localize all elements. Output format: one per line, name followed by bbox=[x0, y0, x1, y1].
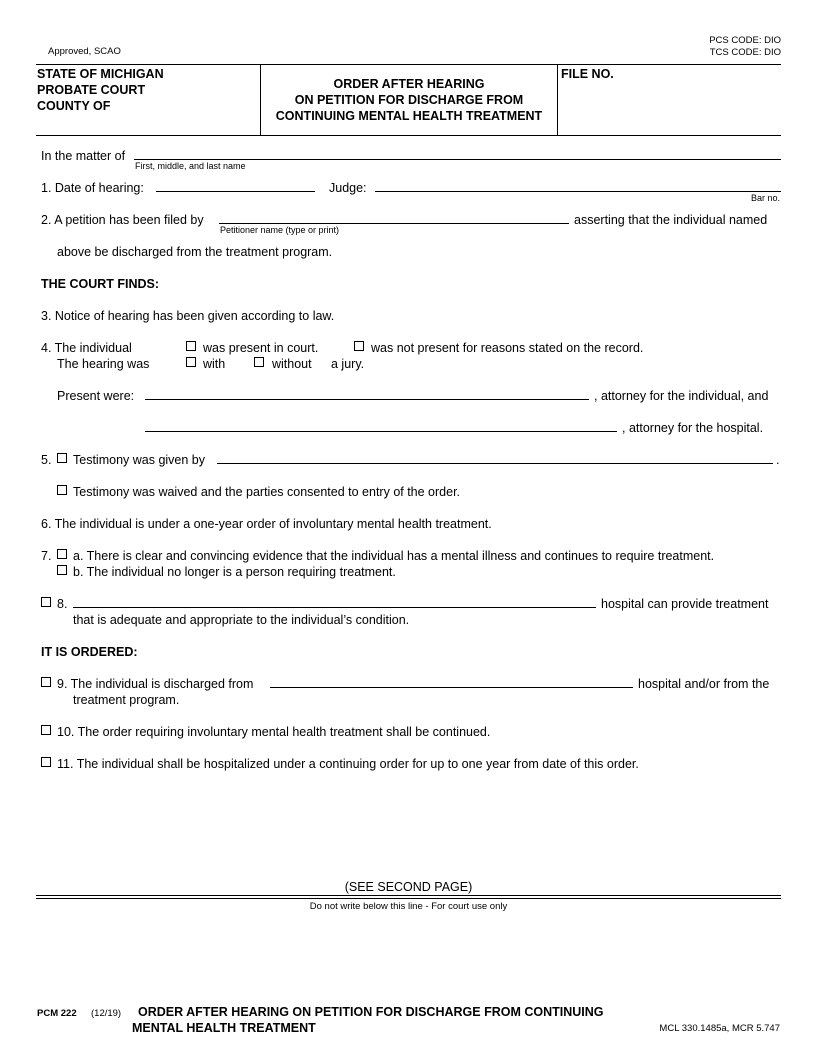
item7b-text: b. The individual no longer is a person requiring treatment. bbox=[73, 565, 396, 579]
petition-line2: above be discharged from the treatment program. bbox=[57, 245, 333, 259]
not-present-label: was not present for reasons stated on the record. bbox=[371, 341, 644, 355]
item8-number: 8. bbox=[57, 597, 68, 611]
present-were-label: Present were: bbox=[57, 389, 135, 403]
bar-no-caption: Bar no. bbox=[750, 193, 780, 203]
form-title-line3: CONTINUING MENTAL HEALTH TREATMENT bbox=[275, 109, 543, 123]
form-title-line1: ORDER AFTER HEARING bbox=[333, 77, 485, 91]
attorney-hospital-field[interactable] bbox=[145, 431, 617, 432]
county-label: COUNTY OF bbox=[37, 99, 111, 113]
header-divider-right bbox=[557, 64, 558, 135]
petition-label: 2. A petition has been filed by bbox=[41, 213, 204, 227]
header-bottom-rule bbox=[36, 135, 781, 136]
approval-note: Approved, SCAO bbox=[48, 46, 121, 57]
item8-suffix: hospital can provide treatment bbox=[601, 597, 769, 611]
item9-label: 9. The individual is discharged from bbox=[57, 677, 254, 691]
court-label: PROBATE COURT bbox=[37, 83, 146, 97]
testimony-period: . bbox=[776, 453, 780, 467]
present-in-court-label: was present in court. bbox=[203, 341, 319, 355]
item11-text: 11. The individual shall be hospitalized under a continuing order for up to one year from date of this order. bbox=[57, 757, 639, 771]
form-revision: (12/19) bbox=[91, 1008, 122, 1019]
item9-hospital-field[interactable] bbox=[270, 687, 633, 688]
footer-rule-bottom bbox=[36, 898, 781, 899]
court-use-note: Do not write below this line - For court use only bbox=[309, 901, 508, 912]
it-is-ordered-heading: IT IS ORDERED: bbox=[41, 645, 138, 659]
item11-checkbox[interactable] bbox=[41, 757, 51, 767]
present-in-court-checkbox[interactable] bbox=[186, 341, 196, 351]
item8-hospital-field[interactable] bbox=[73, 607, 596, 608]
petitioner-name-field[interactable] bbox=[219, 223, 569, 224]
court-finds-heading: THE COURT FINDS: bbox=[41, 277, 160, 291]
without-jury-checkbox[interactable] bbox=[254, 357, 264, 367]
item6-text: 6. The individual is under a one-year order of involuntary mental health treatment. bbox=[41, 517, 492, 531]
hearing-was-label: The hearing was bbox=[57, 357, 150, 371]
item9-checkbox[interactable] bbox=[41, 677, 51, 687]
testimony-waived-label: Testimony was waived and the parties consented to entry of the order. bbox=[73, 485, 461, 499]
judge-label: Judge: bbox=[329, 181, 367, 195]
matter-name-field[interactable] bbox=[134, 159, 781, 160]
see-second-page: (SEE SECOND PAGE) bbox=[344, 880, 473, 894]
legal-citation: MCL 330.1485a, MCR 5.747 bbox=[659, 1023, 780, 1034]
header-top-rule bbox=[36, 64, 781, 65]
file-no-label: FILE NO. bbox=[561, 67, 614, 81]
attorney-hospital-label: , attorney for the hospital. bbox=[622, 421, 764, 435]
judge-field[interactable] bbox=[375, 191, 781, 192]
form-id: PCM 222 bbox=[37, 1008, 77, 1019]
matter-label: In the matter of bbox=[41, 149, 126, 163]
attorney-individual-label: , attorney for the individual, and bbox=[594, 389, 769, 403]
footer-title-line1: ORDER AFTER HEARING ON PETITION FOR DISCHARGE FROM CONTINUING bbox=[138, 1005, 604, 1019]
petitioner-caption: Petitioner name (type or print) bbox=[220, 225, 340, 235]
pcs-code: PCS CODE: DIO bbox=[709, 35, 781, 46]
form-title-line2: ON PETITION FOR DISCHARGE FROM bbox=[294, 93, 524, 107]
tcs-code: TCS CODE: DIO bbox=[709, 47, 781, 58]
item5-number: 5. bbox=[41, 453, 52, 467]
attorney-individual-field[interactable] bbox=[145, 399, 589, 400]
not-present-checkbox[interactable] bbox=[354, 341, 364, 351]
testimony-given-by-field[interactable] bbox=[217, 463, 773, 464]
petition-suffix: asserting that the individual named bbox=[574, 213, 768, 227]
item8-line2: that is adequate and appropriate to the individual’s condition. bbox=[73, 613, 410, 627]
testimony-waived-checkbox[interactable] bbox=[57, 485, 67, 495]
footer-title-line2: MENTAL HEALTH TREATMENT bbox=[132, 1021, 316, 1035]
item9-line2: treatment program. bbox=[73, 693, 180, 707]
matter-caption: First, middle, and last name bbox=[135, 161, 246, 171]
item3-text: 3. Notice of hearing has been given according to law. bbox=[41, 309, 335, 323]
jury-label: a jury. bbox=[331, 357, 365, 371]
date-of-hearing-label: 1. Date of hearing: bbox=[41, 181, 144, 195]
state-label: STATE OF MICHIGAN bbox=[37, 67, 164, 81]
item7a-text: a. There is clear and convincing evidence that the individual has a mental illness and continues to require treatment. bbox=[73, 549, 715, 563]
item7-number: 7. bbox=[41, 549, 52, 563]
item8-checkbox[interactable] bbox=[41, 597, 51, 607]
item10-text: 10. The order requiring involuntary mental health treatment shall be continued. bbox=[57, 725, 491, 739]
item9-suffix: hospital and/or from the bbox=[638, 677, 770, 691]
with-jury-label: with bbox=[203, 357, 226, 371]
date-of-hearing-field[interactable] bbox=[156, 191, 315, 192]
item4-label: 4. The individual bbox=[41, 341, 132, 355]
item7b-checkbox[interactable] bbox=[57, 565, 67, 575]
item10-checkbox[interactable] bbox=[41, 725, 51, 735]
footer-rule-top bbox=[36, 895, 781, 896]
without-jury-label: without bbox=[272, 357, 312, 371]
item7a-checkbox[interactable] bbox=[57, 549, 67, 559]
testimony-given-label: Testimony was given by bbox=[73, 453, 206, 467]
with-jury-checkbox[interactable] bbox=[186, 357, 196, 367]
testimony-given-checkbox[interactable] bbox=[57, 453, 67, 463]
